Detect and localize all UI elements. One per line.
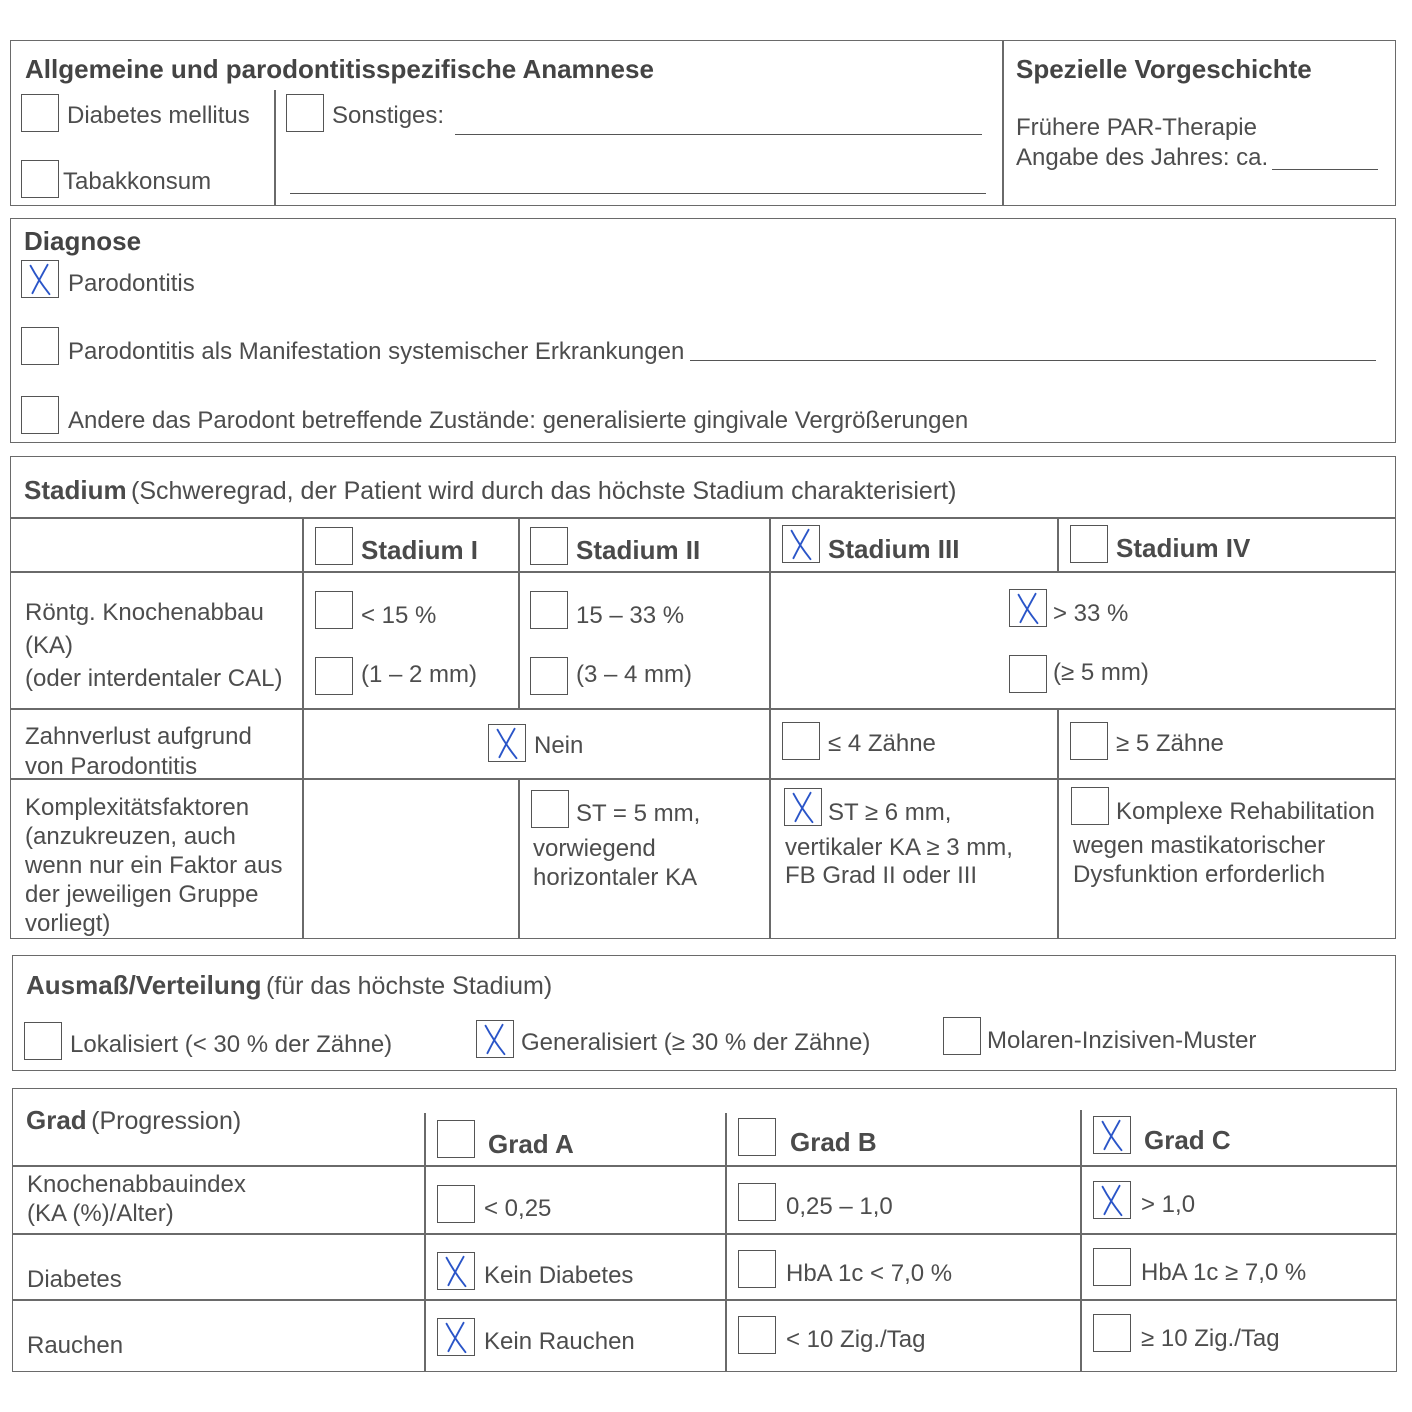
checkbox-s1-b[interactable]: [315, 657, 353, 695]
s1-b-label: (1 – 2 mm): [361, 661, 478, 688]
label-andere: Andere das Parodont betreffende Zustände: generalisierte gingivale Vergrößerungen: [68, 407, 969, 434]
k3-line-3: FB Grad II oder III: [785, 862, 978, 889]
ausmass-title: Ausmaß/Verteilung: [26, 970, 262, 1000]
checkbox-grad-b[interactable]: [738, 1118, 776, 1156]
checkbox-sonstiges[interactable]: [286, 94, 324, 132]
komplexitaet-line: wenn nur ein Faktor aus: [25, 852, 283, 879]
ge5-label: ≥ 5 Zähne: [1116, 730, 1224, 757]
checkbox-s2-b[interactable]: [530, 657, 568, 695]
vorgeschichte-title: Spezielle Vorgeschichte: [1016, 54, 1312, 84]
checkbox-generalisiert[interactable]: [476, 1020, 514, 1058]
checkbox-ge5[interactable]: [1070, 722, 1108, 760]
grad-title: Grad: [26, 1105, 87, 1135]
s1-a-label: < 15 %: [361, 602, 437, 629]
rule: [518, 778, 520, 939]
k3-line-2: vertikaler KA ≥ 3 mm,: [785, 834, 1013, 861]
rule: [725, 1113, 727, 1372]
check-mark-icon: [477, 1021, 513, 1057]
checkbox-k4[interactable]: [1071, 787, 1109, 825]
generalisiert-label: Generalisiert (≥ 30 % der Zähne): [521, 1029, 871, 1056]
komplexitaet-line: der jeweiligen Gruppe: [25, 881, 259, 908]
r3-b-label: < 10 Zig./Tag: [786, 1326, 926, 1353]
jahr-line[interactable]: [1272, 169, 1378, 170]
checkbox-grad-a[interactable]: [437, 1120, 475, 1158]
r1-label-1: Knochenabbauindex: [27, 1171, 246, 1198]
k4-line-1: Komplexe Rehabilitation: [1116, 798, 1375, 825]
row-komplexitaet-label: [25, 793, 282, 938]
r3-c-label: ≥ 10 Zig./Tag: [1141, 1325, 1280, 1352]
checkbox-r1-a[interactable]: [437, 1185, 475, 1223]
rule: [10, 708, 1396, 710]
checkbox-s34-a[interactable]: [1009, 589, 1047, 627]
r2-a-label: Kein Diabetes: [484, 1262, 634, 1289]
row-knochenabbau-label-1: Röntg. Knochenabbau: [25, 599, 264, 626]
s2-a-label: 15 – 33 %: [576, 602, 685, 629]
s2-b-label: (3 – 4 mm): [576, 661, 693, 688]
k2-line-3: horizontaler KA: [533, 864, 698, 891]
divider: [1002, 40, 1004, 206]
r2-label: Diabetes: [27, 1266, 122, 1293]
stadium-3-label: Stadium III: [828, 534, 960, 564]
stadium-2-label: Stadium II: [576, 535, 701, 565]
r3-a-label: Kein Rauchen: [484, 1328, 635, 1355]
le4-label: ≤ 4 Zähne: [828, 730, 936, 757]
checkbox-lokalisiert[interactable]: [24, 1022, 62, 1060]
r1-c-label: > 1,0: [1141, 1191, 1196, 1218]
row-zahnverlust-label-1: Zahnverlust aufgrund: [25, 723, 252, 750]
lokalisiert-label: Lokalisiert (< 30 % der Zähne): [70, 1031, 393, 1058]
check-mark-icon: [22, 261, 58, 297]
checkbox-r1-c[interactable]: [1093, 1181, 1131, 1219]
rule: [518, 517, 520, 708]
komplexitaet-line: Komplexitätsfaktoren: [25, 794, 250, 821]
row-knochenabbau-label-2: (KA): [25, 632, 73, 659]
grad-heading: [26, 1105, 241, 1136]
label-systemisch: Parodontitis als Manifestation systemischer Erkrankungen: [68, 338, 685, 365]
rule: [12, 1165, 1397, 1167]
row-knochenabbau-label-3: (oder interdentaler CAL): [25, 665, 283, 692]
r2-c-label: HbA 1c ≥ 7,0 %: [1141, 1259, 1307, 1286]
checkbox-diabetes[interactable]: [21, 94, 59, 132]
checkbox-k2[interactable]: [531, 790, 569, 828]
komplexitaet-line: vorliegt): [25, 910, 111, 937]
rule: [10, 778, 1396, 780]
checkbox-r3-b[interactable]: [738, 1316, 776, 1354]
check-mark-icon: [438, 1319, 474, 1355]
stadium-heading: [24, 475, 956, 506]
check-mark-icon: [1010, 590, 1046, 626]
check-mark-icon: [1094, 1182, 1130, 1218]
stadium-1-label: Stadium I: [361, 535, 479, 565]
k2-line-2: vorwiegend: [533, 835, 656, 862]
vorgeschichte-line1: Frühere PAR-Therapie: [1016, 114, 1257, 141]
label-diabetes: Diabetes mellitus: [67, 102, 250, 129]
check-mark-icon: [785, 789, 821, 825]
checkbox-s34-b[interactable]: [1009, 655, 1047, 693]
nein-label: Nein: [534, 732, 584, 759]
check-mark-icon: [783, 526, 819, 562]
row-zahnverlust-label-2: von Parodontitis: [25, 753, 198, 780]
checkbox-andere[interactable]: [21, 396, 59, 434]
k4-line-2: wegen mastikatorischer: [1073, 832, 1326, 859]
rule: [424, 1113, 426, 1372]
k3-line-1: ST ≥ 6 mm,: [828, 799, 952, 826]
checkbox-parodontitis[interactable]: [21, 260, 59, 298]
rule: [12, 1233, 1397, 1235]
checkbox-s1-a[interactable]: [315, 591, 353, 629]
rule: [10, 571, 1396, 573]
grad-c-label: Grad C: [1144, 1125, 1231, 1155]
k2-line-1: ST = 5 mm,: [576, 800, 701, 827]
s34-b-label: (≥ 5 mm): [1053, 659, 1149, 686]
checkbox-stadium-3[interactable]: [782, 525, 820, 563]
check-mark-icon: [438, 1253, 474, 1289]
komplexitaet-line: (anzukreuzen, auch: [25, 823, 236, 850]
check-mark-icon: [489, 725, 525, 761]
rule: [302, 517, 304, 939]
anamnese-title: Allgemeine und parodontitisspezifische Anamnese: [25, 54, 654, 84]
ausmass-subtitle: (für das höchste Stadium): [265, 972, 553, 1000]
checkbox-r1-b[interactable]: [738, 1183, 776, 1221]
ausmass-heading: [26, 970, 552, 1001]
rule: [10, 517, 1396, 519]
r1-label-2: (KA (%)/Alter): [27, 1200, 174, 1227]
checkbox-systemisch[interactable]: [21, 327, 59, 365]
stadium-subtitle: (Schweregrad, der Patient wird durch das höchste Stadium charakterisiert): [131, 477, 957, 505]
label-sonstiges: Sonstiges:: [332, 102, 445, 129]
checkbox-nein[interactable]: [488, 724, 526, 762]
vorgeschichte-line2: Angabe des Jahres: ca.: [1016, 144, 1269, 171]
checkbox-r3-a[interactable]: [437, 1318, 475, 1356]
checkbox-stadium-2[interactable]: [530, 527, 568, 565]
k4-line-3: Dysfunktion erforderlich: [1073, 861, 1326, 888]
rule: [1057, 708, 1059, 939]
grad-b-label: Grad B: [790, 1127, 877, 1157]
diagnose-title: Diagnose: [24, 226, 142, 256]
rule: [769, 517, 771, 939]
label-tabak: Tabakkonsum: [63, 168, 212, 195]
checkbox-r3-c[interactable]: [1093, 1314, 1131, 1352]
check-mark-icon: [1094, 1117, 1130, 1153]
checkbox-k3[interactable]: [784, 788, 822, 826]
checkbox-r2-b[interactable]: [738, 1250, 776, 1288]
checkbox-s2-a[interactable]: [530, 591, 568, 629]
r1-b-label: 0,25 – 1,0: [786, 1193, 893, 1220]
rule: [12, 1299, 1397, 1301]
mim-label: Molaren-Inzisiven-Muster: [987, 1027, 1257, 1054]
checkbox-tabak[interactable]: [21, 160, 59, 198]
grad-subtitle: (Progression): [91, 1107, 242, 1135]
s34-a-label: > 33 %: [1053, 600, 1129, 627]
r1-a-label: < 0,25: [484, 1195, 552, 1222]
checkbox-mim[interactable]: [943, 1017, 981, 1055]
label-parodontitis: Parodontitis: [68, 270, 195, 297]
divider: [274, 90, 276, 206]
checkbox-r2-a[interactable]: [437, 1252, 475, 1290]
checkbox-stadium-1[interactable]: [315, 527, 353, 565]
systemisch-line[interactable]: [690, 360, 1376, 361]
stadium-title: Stadium: [24, 475, 127, 505]
checkbox-r2-c[interactable]: [1093, 1248, 1131, 1286]
checkbox-stadium-4[interactable]: [1070, 525, 1108, 563]
rule: [1080, 1110, 1082, 1372]
sonstiges-line-1[interactable]: [455, 134, 982, 135]
checkbox-le4[interactable]: [782, 722, 820, 760]
r3-label: Rauchen: [27, 1332, 124, 1359]
r2-b-label: HbA 1c < 7,0 %: [786, 1260, 953, 1287]
sonstiges-line-2[interactable]: [290, 193, 986, 194]
stadium-4-label: Stadium IV: [1116, 533, 1251, 563]
grad-a-label: Grad A: [488, 1129, 574, 1159]
checkbox-grad-c[interactable]: [1093, 1116, 1131, 1154]
rule: [1057, 517, 1059, 571]
